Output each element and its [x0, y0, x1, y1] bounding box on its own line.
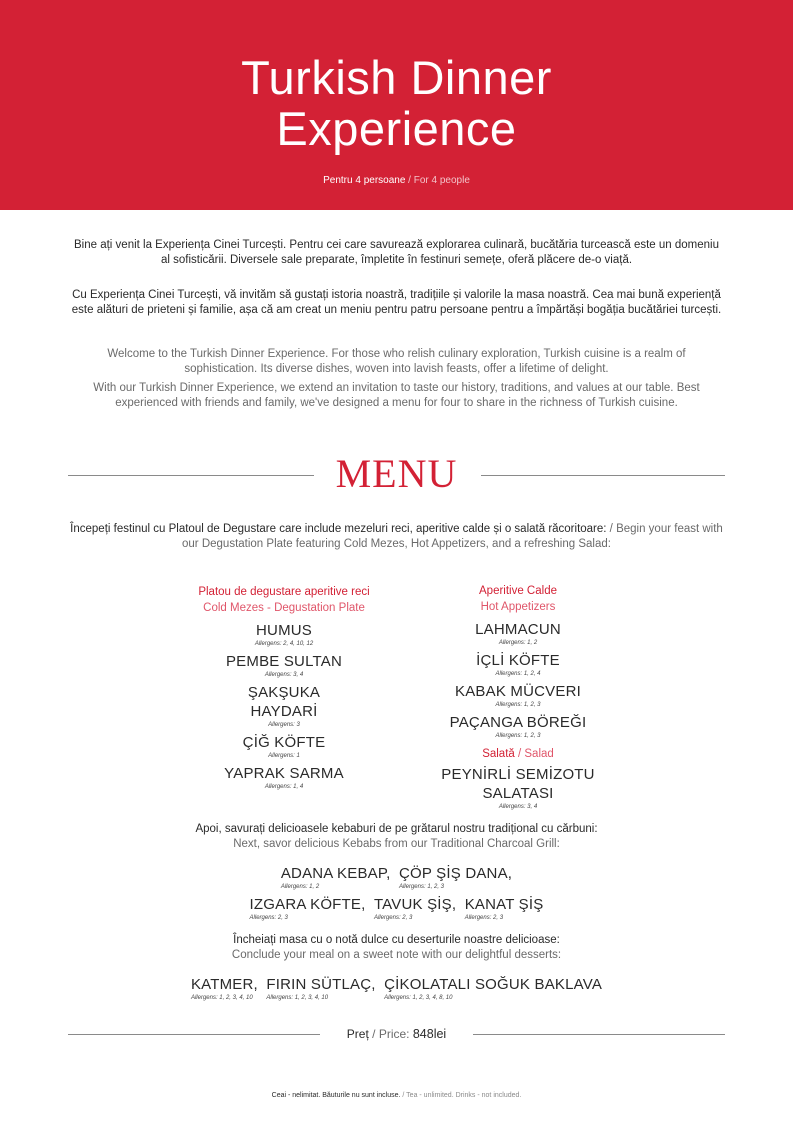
dish-name: YAPRAK SARMA	[224, 765, 344, 782]
footer-note	[0, 1092, 793, 1099]
footer-en: Tea - unlimited. Drinks - not included.	[406, 1092, 522, 1099]
price-value: 848lei	[412, 1027, 447, 1041]
salad-title	[413, 746, 623, 762]
dish-allergens: Allergens: 1, 2, 3, 4, 10	[266, 995, 329, 1001]
lead-kebabs-en: Next, savor delicious Kebabs from our Traditional Charcoal Grill:	[233, 838, 560, 850]
list-item	[465, 895, 544, 922]
salad-title-sep: /	[514, 748, 525, 760]
dish-allergens: Allergens: 2, 3	[249, 915, 288, 921]
dish-name: ÇÖP ŞİŞ DANA,	[398, 865, 513, 882]
list-item	[172, 683, 396, 729]
list-item	[281, 864, 391, 891]
subtitle-sep: /	[405, 175, 414, 186]
dish-name: PAÇANGA BÖREĞI	[449, 714, 587, 731]
dish-name: TAVUK ŞİŞ,	[373, 896, 457, 913]
lead-kebabs-ro: Apoi, savurați delicioasele kebaburi de pe grătarul nostru tradițional cu cărbuni:	[195, 823, 598, 835]
list-item	[374, 895, 456, 922]
dish-allergens: Allergens: 2, 3	[373, 915, 413, 921]
price-label-en: Price:	[378, 1027, 410, 1041]
menu-heading: MENU	[335, 451, 458, 496]
dish-name: KABAK MÜCVERI	[455, 683, 581, 700]
price-label-sep: /	[368, 1027, 379, 1041]
dish-allergens: Allergens: 1, 2	[498, 640, 538, 646]
dish-allergens: Allergens: 1, 2, 3, 4, 10	[190, 995, 253, 1001]
lead-degustation-ro: Începeți festinul cu Platoul de Degustare care include mezeluri reci, aperitive calde și o salată răcoritoare:	[70, 523, 607, 535]
dish-name: KATMER,	[190, 976, 258, 993]
dish-name: ŞAKŞUKA HAYDARİ	[247, 684, 321, 720]
lead-desserts-en: Conclude your meal on a sweet note with our delightful desserts:	[231, 949, 562, 961]
intro-en-paragraph-1: Welcome to the Turkish Dinner Experience. For those who relish culinary exploration, Turkish cuisine is a realm of sophistication. Its diverse dishes, woven into lavish feasts, offer a lifetime of delight.	[107, 348, 686, 375]
subtitle-en: For 4 people	[413, 175, 470, 186]
list-item	[413, 713, 623, 740]
lead-desserts-ro: Încheiați masa cu o notă dulce cu deserturile noastre delicioase:	[233, 934, 560, 946]
lead-desserts	[70, 933, 723, 963]
hot-appetizers-title-ro: Aperitive Calde	[479, 585, 557, 597]
dish-allergens: Allergens: 3, 4	[498, 804, 538, 810]
dish-name: PEMBE SULTAN	[225, 653, 343, 670]
intro-ro-paragraph-1: Bine ați venit la Experiența Cinei Turcești. Pentru cei care savurează explorarea culinară, bucătăria turcească este un domeniu al sofisticării. Diversele sale preparate, împletite în festinuri semețe, oferă plăcere de-o viață.	[74, 239, 719, 266]
list-item	[172, 652, 396, 679]
list-item	[384, 975, 602, 1002]
price-row	[0, 1027, 793, 1041]
subtitle-ro: Pentru 4 persoane	[323, 175, 406, 186]
dish-name: LAHMACUN	[475, 621, 561, 638]
dish-allergens: Allergens: 1, 2	[280, 884, 320, 890]
list-item	[413, 765, 623, 811]
dish-name: FIRIN SÜTLAÇ,	[266, 976, 376, 993]
dish-allergens: Allergens: 1	[268, 753, 300, 759]
list-item	[172, 764, 396, 791]
kebabs-row-1	[0, 864, 793, 891]
lead-kebabs	[70, 822, 723, 852]
list-item	[172, 621, 396, 648]
cold-mezes-list	[172, 621, 396, 791]
dish-name: PEYNİRLİ SEMİZOTU SALATASI	[441, 766, 595, 802]
dish-allergens: Allergens: 1, 4	[264, 784, 304, 790]
intro-ro-paragraph-2: Cu Experiența Cinei Turcești, vă invităm să gustați istoria noastră, tradițiile și valorile la masa noastră. Cea mai bună experiență este alături de prieteni și familie, așa că am creat un meniu pentru patru persoane pentru a împărtăși bogăția bucătăriei turcești.	[71, 289, 722, 316]
list-item	[172, 733, 396, 760]
list-item	[413, 620, 623, 647]
title-line-2: Experience	[276, 102, 517, 155]
dish-allergens: Allergens: 3	[268, 722, 300, 728]
hot-appetizers-column	[413, 583, 623, 811]
intro-en-paragraph-2: With our Turkish Dinner Experience, we extend an invitation to taste our history, traditions, and values at our table. Best experienced with friends and family, we've designed a menu for four to share in the richness of Turkish cuisine.	[93, 382, 700, 409]
dish-name: ÇİĞ KÖFTE	[242, 734, 326, 751]
desserts-row	[0, 975, 793, 1002]
dish-allergens: Allergens: 1, 2, 4	[495, 671, 541, 677]
lead-degustation-en: / Begin your feast with our Degustation Plate featuring Cold Mezes, Hot Appetizers, and a refreshing Salad:	[182, 523, 723, 550]
kebabs-row-2	[0, 895, 793, 922]
dish-allergens: Allergens: 1, 2, 3	[495, 733, 541, 739]
list-item	[266, 975, 375, 1002]
list-item	[191, 975, 258, 1002]
dish-allergens: Allergens: 1, 2, 3	[495, 702, 541, 708]
list-item	[413, 651, 623, 678]
page-title	[0, 52, 793, 154]
dish-name: HUMUS	[256, 622, 312, 639]
dish-name: ÇİKOLATALI SOĞUK BAKLAVA	[384, 976, 603, 993]
header-banner	[0, 0, 793, 210]
cold-mezes-title-ro: Platou de degustare aperitive reci	[198, 586, 370, 598]
title-line-1: Turkish Dinner	[241, 51, 552, 104]
hot-appetizers-title-en: Hot Appetizers	[480, 601, 556, 613]
cold-mezes-column	[172, 584, 396, 791]
dish-allergens: Allergens: 3, 4	[264, 672, 304, 678]
list-item	[413, 682, 623, 709]
dish-name: ADANA KEBAP,	[280, 865, 391, 882]
dish-name: İÇLİ KÖFTE	[476, 652, 560, 669]
footer-ro: Ceai - nelimitat. Băuturile nu sunt incluse.	[271, 1092, 401, 1099]
dish-name: KANAT ŞİŞ	[464, 896, 544, 913]
cold-mezes-title-en: Cold Mezes - Degustation Plate	[203, 602, 365, 614]
lead-degustation	[70, 522, 723, 552]
dish-name: IZGARA KÖFTE,	[249, 896, 366, 913]
footer-sep: /	[400, 1092, 407, 1099]
hot-appetizers-list	[413, 620, 623, 740]
salad-title-en: Salad	[524, 748, 554, 760]
list-item	[399, 864, 512, 891]
dish-allergens: Allergens: 1, 2, 3, 4, 8, 10	[384, 995, 453, 1001]
dish-allergens: Allergens: 1, 2, 3	[398, 884, 444, 890]
dish-allergens: Allergens: 2, 4, 10, 12	[254, 641, 314, 647]
salad-title-ro: Salată	[482, 748, 515, 760]
list-item	[250, 895, 366, 922]
dish-allergens: Allergens: 2, 3	[464, 915, 504, 921]
price-label-ro: Preț	[346, 1027, 369, 1041]
header-subtitle	[0, 175, 793, 186]
